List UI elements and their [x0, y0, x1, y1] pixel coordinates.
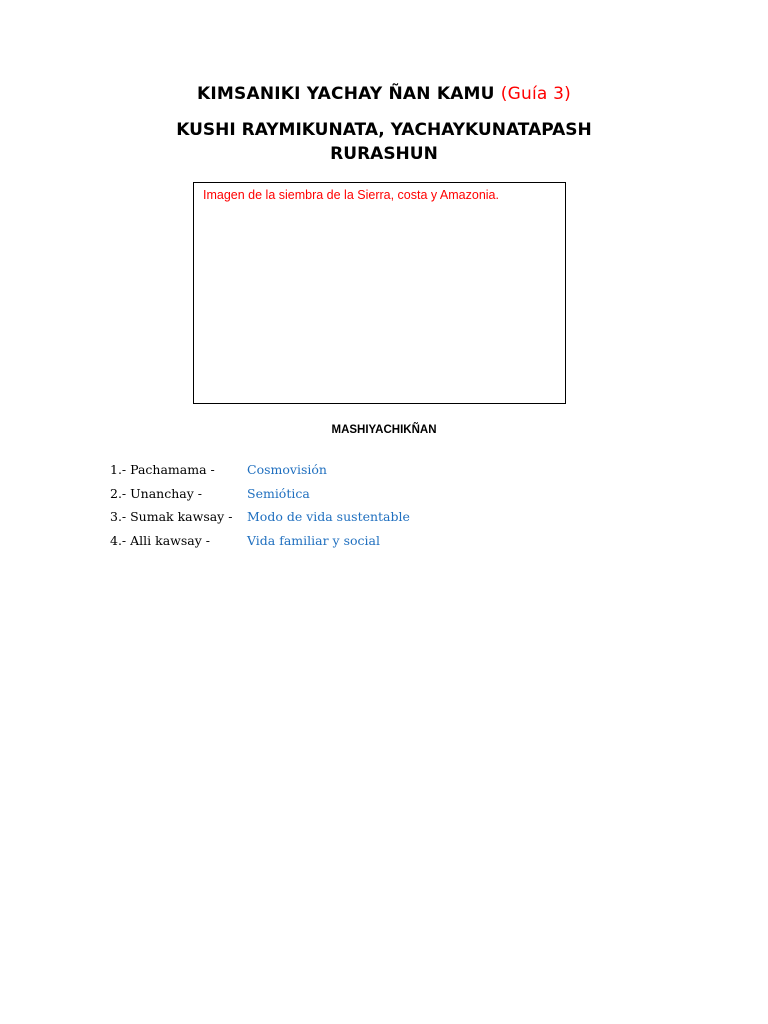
glossary-meaning: Cosmovisión: [247, 462, 327, 477]
guide-number: (Guía 3): [500, 84, 571, 104]
glossary-term: 2.- Unanchay -: [110, 485, 202, 501]
page-subtitle: [0, 118, 768, 166]
glossary-item: [110, 533, 670, 557]
subtitle-line-2: RURASHUN: [330, 144, 438, 164]
glossary-meaning: Modo de vida sustentable: [247, 509, 410, 524]
image-caption: Imagen de la siembra de la Sierra, costa y Amazonia.: [203, 188, 499, 202]
glossary-item: [110, 509, 670, 533]
page-title-text: KIMSANIKI YACHAY ÑAN KAMU: [197, 84, 495, 104]
glossary-meaning: Vida familiar y social: [247, 532, 380, 548]
image-placeholder-box: [193, 182, 566, 404]
subtitle-line-1: KUSHI RAYMIKUNATA, YACHAYKUNATAPASH: [176, 120, 592, 140]
glossary-item: [110, 462, 670, 486]
glossary-heading: MASHIYACHIKÑAN: [331, 424, 437, 436]
glossary-list: [110, 462, 670, 556]
glossary-meaning: Semiótica: [247, 485, 310, 501]
glossary-item: [110, 486, 670, 510]
glossary-term: 3.- Sumak kawsay -: [110, 509, 233, 524]
glossary-term: 4.- Alli kawsay -: [110, 532, 210, 548]
glossary-term: 1.- Pachamama -: [110, 462, 215, 477]
page-title: [0, 84, 768, 104]
